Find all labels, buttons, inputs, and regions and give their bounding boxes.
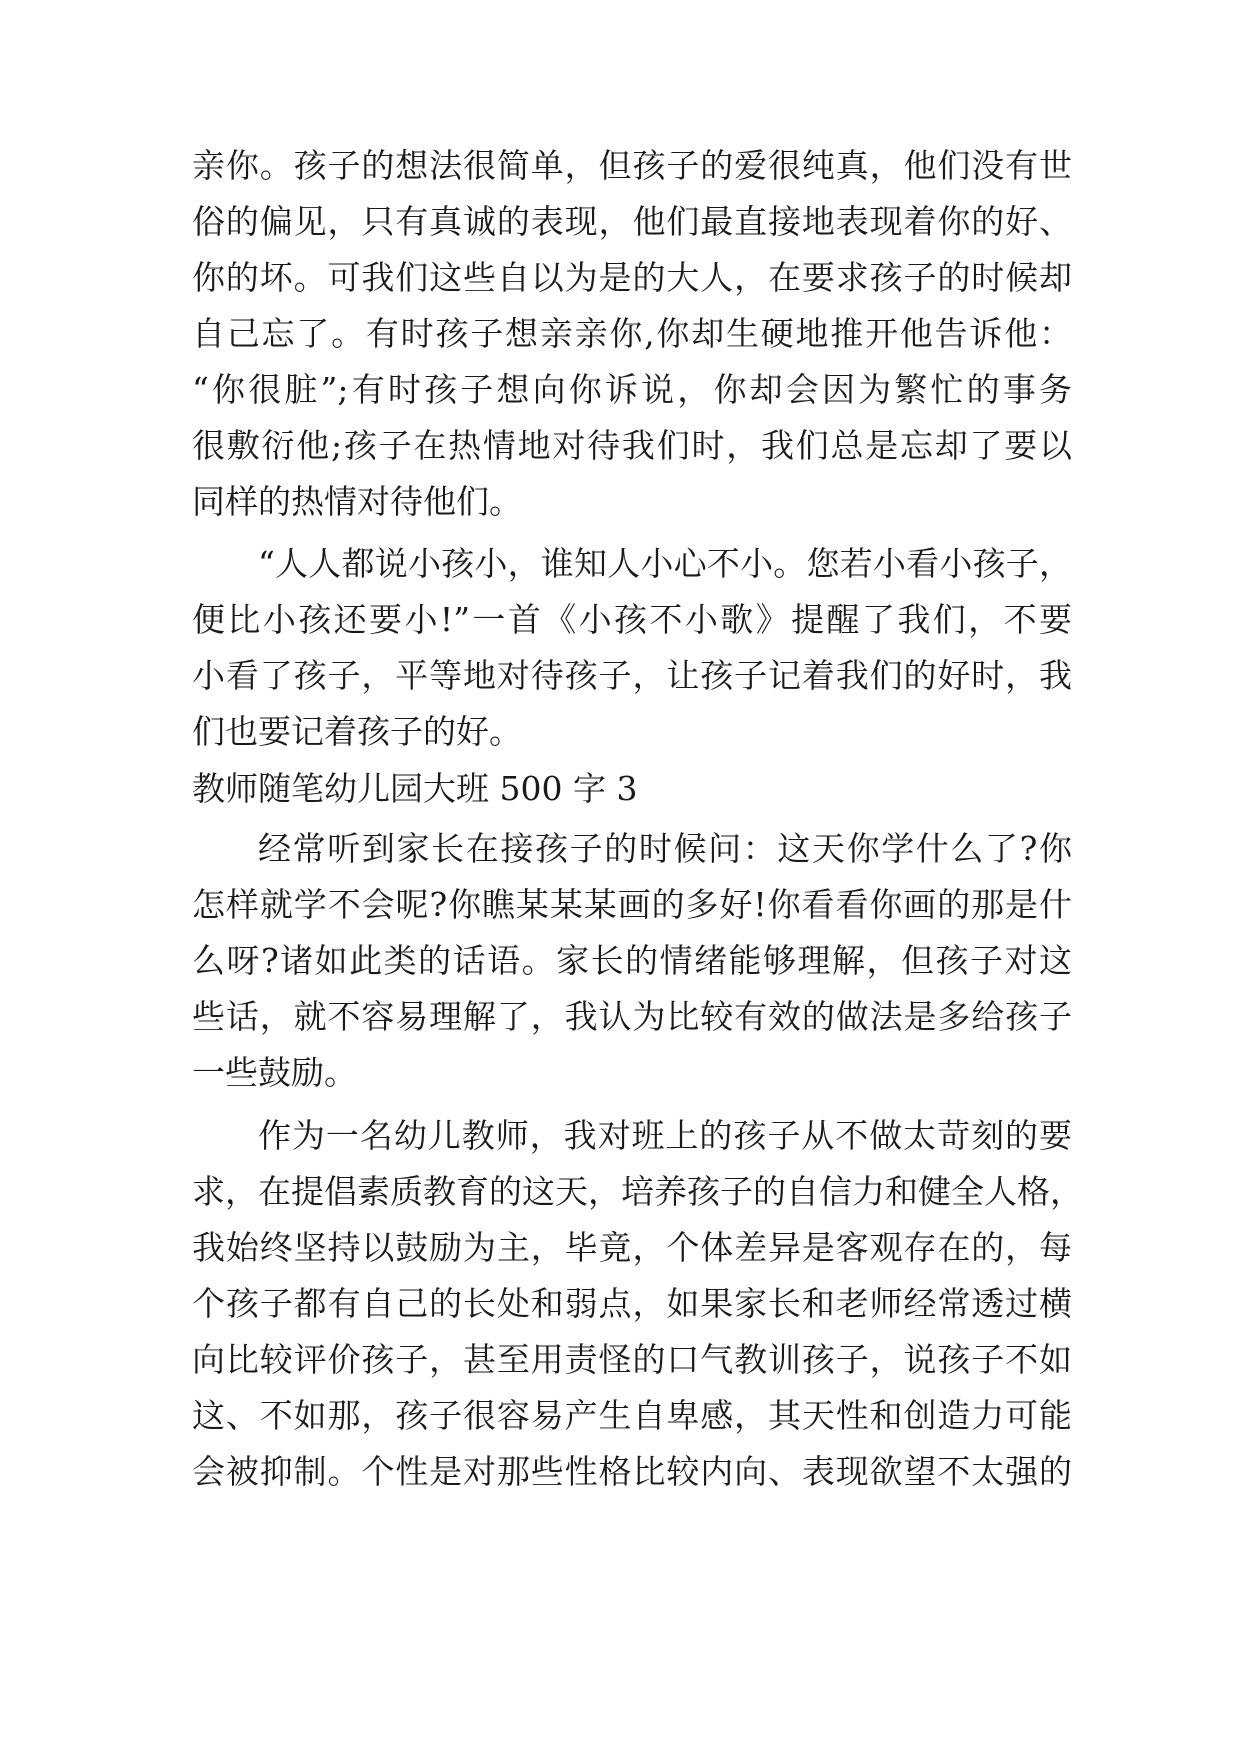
body-line: 向比较评价孩子，甚至用责怪的口气教训孩子，说孩子不如 <box>192 1340 1072 1379</box>
section-heading: 教师随笔幼儿园大班 500 字 3 <box>192 769 638 808</box>
body-line: 经常听到家长在接孩子的时候问：这天你学什么了?你 <box>258 829 1072 868</box>
body-line: 求，在提倡素质教育的这天，培养孩子的自信力和健全人格， <box>192 1172 1083 1211</box>
body-line: 作为一名幼儿教师，我对班上的孩子从不做太苛刻的要 <box>258 1116 1072 1155</box>
body-line: 这、不如那，孩子很容易产生自卑感，其天性和创造力可能 <box>192 1396 1072 1435</box>
body-line: 俗的偏见，只有真诚的表现，他们最直接地表现着你的好、 <box>192 202 1072 241</box>
body-line: 便比小孩还要小!”一首《小孩不小歌》提醒了我们，不要 <box>192 600 1072 639</box>
body-line: 亲你。孩子的想法很简单，但孩子的爱很纯真，他们没有世 <box>192 146 1072 185</box>
body-line: 个孩子都有自己的长处和弱点，如果家长和老师经常透过横 <box>192 1284 1072 1323</box>
body-line: 你的坏。可我们这些自以为是的大人，在要求孩子的时候却 <box>192 258 1072 297</box>
body-line: 同样的热情对待他们。 <box>192 482 522 521</box>
body-line: 自己忘了。有时孩子想亲亲你,你却生硬地推开他告诉他： <box>192 314 1072 353</box>
body-line: 我始终坚持以鼓励为主，毕竟，个体差异是客观存在的，每 <box>192 1228 1072 1267</box>
body-line: 会被抑制。个性是对那些性格比较内向、表现欲望不太强的 <box>192 1452 1072 1491</box>
body-line: 小看了孩子，平等地对待孩子，让孩子记着我们的好时，我 <box>192 656 1072 695</box>
body-line: 很敷衍他;孩子在热情地对待我们时，我们总是忘却了要以 <box>192 426 1072 465</box>
body-line: “你很脏”;有时孩子想向你诉说，你却会因为繁忙的事务 <box>192 370 1072 409</box>
body-line: “人人都说小孩小，谁知人小心不小。您若小看小孩子， <box>258 544 1072 583</box>
body-line: 们也要记着孩子的好。 <box>192 712 522 751</box>
body-line: 么呀?诸如此类的话语。家长的情绪能够理解，但孩子对这 <box>192 941 1072 980</box>
body-line: 一些鼓励。 <box>192 1053 357 1092</box>
body-line: 些话，就不容易理解了，我认为比较有效的做法是多给孩子 <box>192 997 1072 1036</box>
body-line: 怎样就学不会呢?你瞧某某某画的多好!你看看你画的那是什 <box>192 885 1072 924</box>
